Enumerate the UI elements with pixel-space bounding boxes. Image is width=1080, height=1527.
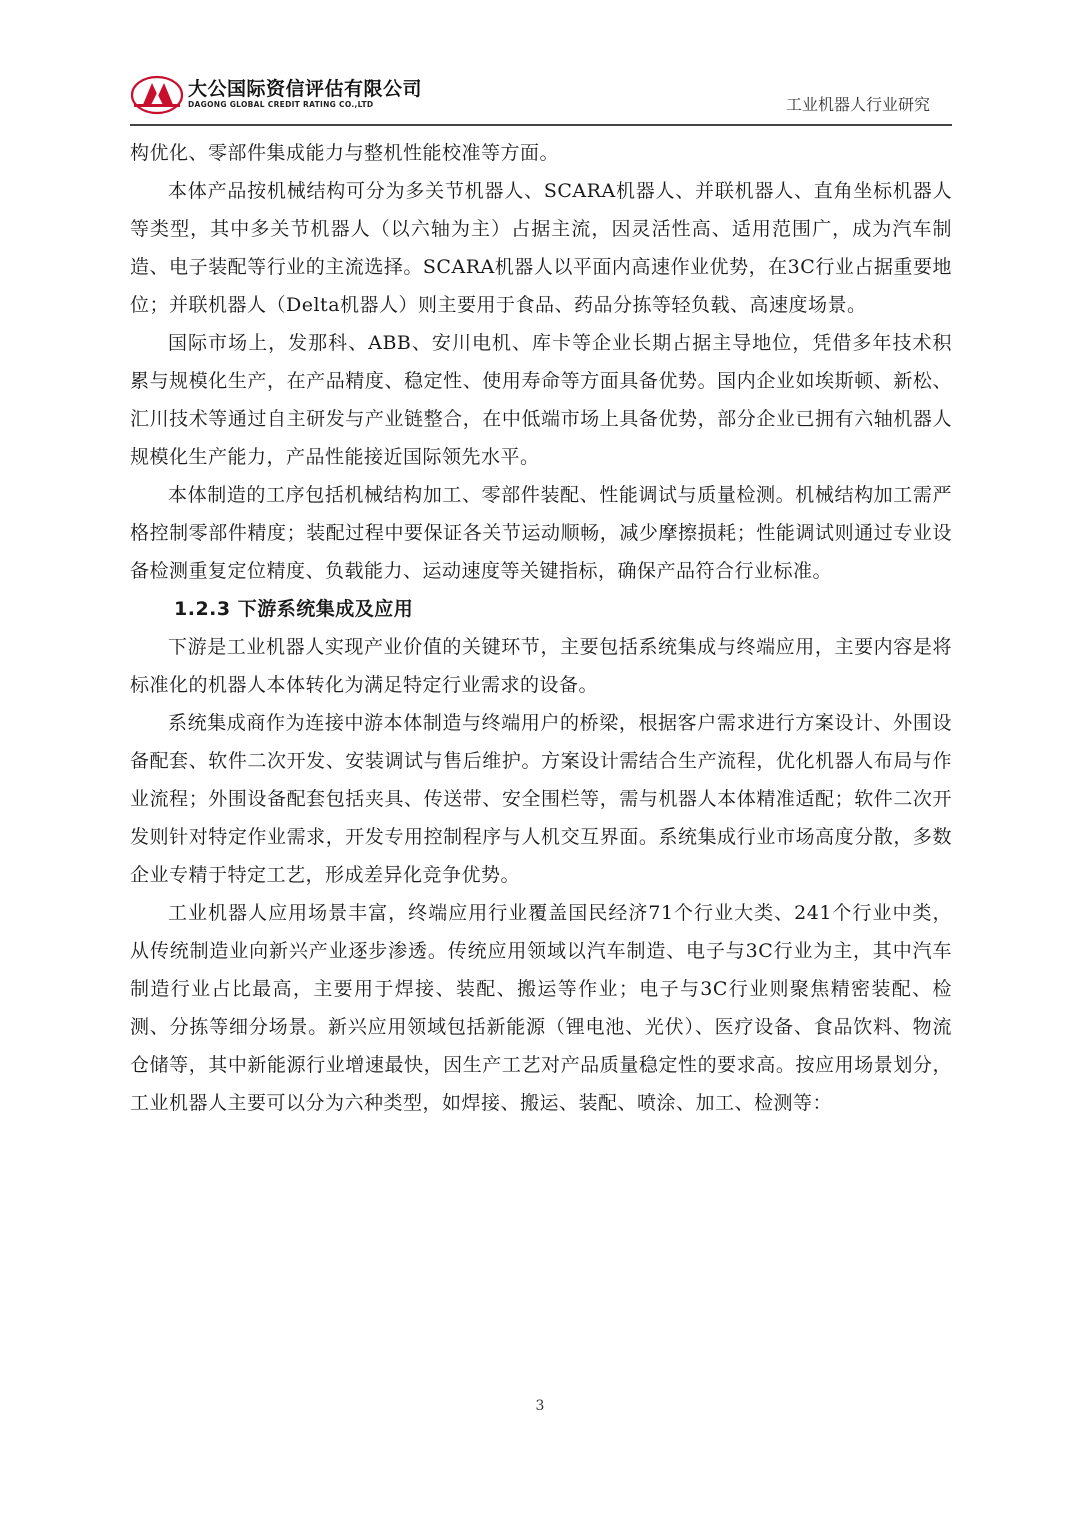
header-divider [130,124,952,126]
paragraph-system-integrators: 系统集成商作为连接中游本体制造与终端用户的桥梁，根据客户需求进行方案设计、外围设备配套、软件二次开发、安装调试与售后维护。方案设计需结合生产流程，优化机器人布局与作业流程；外围设备配套包括夹具、传送带、安全围栏等，需与机器人本体精准适配；软件二次开发则针对特定作业需求，开发专用控制程序与人机交互界面。系统集成行业市场高度分散，多数企业专精于特定工艺，形成差异化竞争优势。 [130,712,952,886]
paragraph-application-scenarios: 工业机器人应用场景丰富，终端应用行业覆盖国民经济71个行业大类、241个行业中类，从传统制造业向新兴产业逐步渗透。传统应用领域以汽车制造、电子与3C行业为主，其中汽车制造行业占比最高，主要用于焊接、装配、搬运等作业；电子与3C行业则聚焦精密装配、检测、分拣等细分场景。新兴应用领域包括新能源（锂电池、光伏）、医疗设备、食品饮料、物流仓储等，其中新能源行业增速最快，因生产工艺对产品质量稳定性的要求高。按应用场景划分，工业机器人主要可以分为六种类型，如焊接、搬运、装配、喷涂、加工、检测等： [130,902,952,1114]
section-heading: 1.2.3 下游系统集成及应用 [174,598,414,620]
company-name-cn: 大公国际资信评估有限公司 [188,78,423,100]
paragraph-downstream-intro: 下游是工业机器人实现产业价值的关键环节，主要包括系统集成与终端应用，主要内容是将标准化的机器人本体转化为满足特定行业需求的设备。 [130,636,952,696]
report-title: 工业机器人行业研究 [785,95,930,114]
paragraph-product-types: 本体产品按机械结构可分为多关节机器人、SCARA机器人、并联机器人、直角坐标机器人等类型，其中多关节机器人（以六轴为主）占据主流，因灵活性高、适用范围广，成为汽车制造、电子装配等行业的主流选择。SCARA机器人以平面内高速作业优势，在3C行业占据重要地位；并联机器人（Delta机器人）则主要用于食品、药品分拣等轻负载、高速度场景。 [130,180,952,316]
company-name-en: DAGONG GLOBAL CREDIT RATING CO.,LTD [188,100,374,109]
page-body [130,134,952,1122]
dagong-logo-icon [130,74,184,116]
paragraph-continuation: 构优化、零部件集成能力与整机性能校准等方面。 [130,142,560,164]
page-header [130,70,952,126]
paragraph-international-market: 国际市场上，发那科、ABB、安川电机、库卡等企业长期占据主导地位，凭借多年技术积累与规模化生产，在产品精度、稳定性、使用寿命等方面具备优势。国内企业如埃斯顿、新松、汇川技术等通过自主研发与产业链整合，在中低端市场上具备优势，部分企业已拥有六轴机器人规模化生产能力，产品性能接近国际领先水平。 [130,332,952,468]
paragraph-manufacturing-process: 本体制造的工序包括机械结构加工、零部件装配、性能调试与质量检测。机械结构加工需严格控制零部件精度；装配过程中要保证各关节运动顺畅，减少摩擦损耗；性能调试则通过专业设备检测重复定位精度、负载能力、运动速度等关键指标，确保产品符合行业标准。 [130,484,952,582]
page-number: 3 [535,1398,545,1414]
